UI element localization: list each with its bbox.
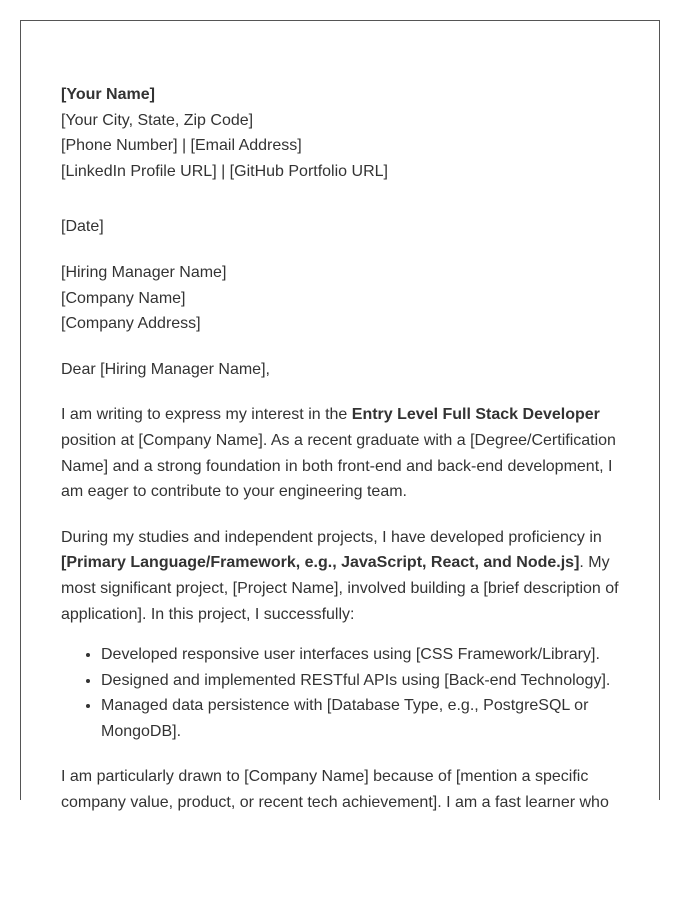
- salutation: Dear [Hiring Manager Name],: [61, 360, 270, 378]
- sender-links: [LinkedIn Profile URL] | [GitHub Portfolio URL]: [61, 162, 388, 180]
- job-title: Entry Level Full Stack Developer: [351, 406, 600, 424]
- recipient-block: [61, 260, 626, 337]
- recipient-address: [Company Address]: [61, 315, 201, 333]
- list-item: • Managed data persistence with [Database Type, e.g., PostgreSQL or MongoDB].: [101, 693, 626, 744]
- primary-stack: [Primary Language/Framework, e.g., JavaScript, React, and Node.js]: [61, 554, 580, 572]
- paragraph-skills-text: During my studies and independent projects, I have developed proficiency in: [61, 528, 602, 546]
- letter-date: [Date]: [61, 218, 104, 236]
- sender-name: [Your Name]: [61, 86, 155, 103]
- sender-block: [61, 82, 626, 184]
- recipient-company: [Company Name]: [61, 289, 186, 307]
- recipient-manager: [Hiring Manager Name]: [61, 263, 227, 281]
- letter-page: [20, 20, 660, 812]
- sender-location: [Your City, State, Zip Code]: [61, 111, 254, 129]
- paragraph-intro: [61, 402, 626, 504]
- achievements-list: [61, 642, 626, 744]
- sender-contact: [Phone Number] | [Email Address]: [61, 137, 302, 155]
- list-item: • Designed and implemented RESTful APIs using [Back-end Technology].: [101, 668, 626, 694]
- paragraph-intro-text: I am writing to express my interest in the: [61, 406, 352, 424]
- paragraph-intro-rest: position at [Company Name]. As a recent graduate with a [Degree/Certification Name] and a strong foundation in both front-end and back-end development, I am eager to contribute to your engineering team.: [61, 431, 616, 501]
- date-block: [61, 214, 626, 240]
- paragraph-motivation: I am particularly drawn to [Company Name] because of [mention a specific company value, product, or recent tech achievement]. I am a fast learner who: [61, 768, 609, 812]
- letter-content: [61, 82, 626, 816]
- list-item: • Developed responsive user interfaces using [CSS Framework/Library].: [101, 642, 626, 668]
- paragraph-skills: [61, 525, 626, 627]
- paragraph-skills-rest: . My most significant project, [Project Name], involved building a [brief description of application]. In this project, I successfully:: [61, 554, 619, 623]
